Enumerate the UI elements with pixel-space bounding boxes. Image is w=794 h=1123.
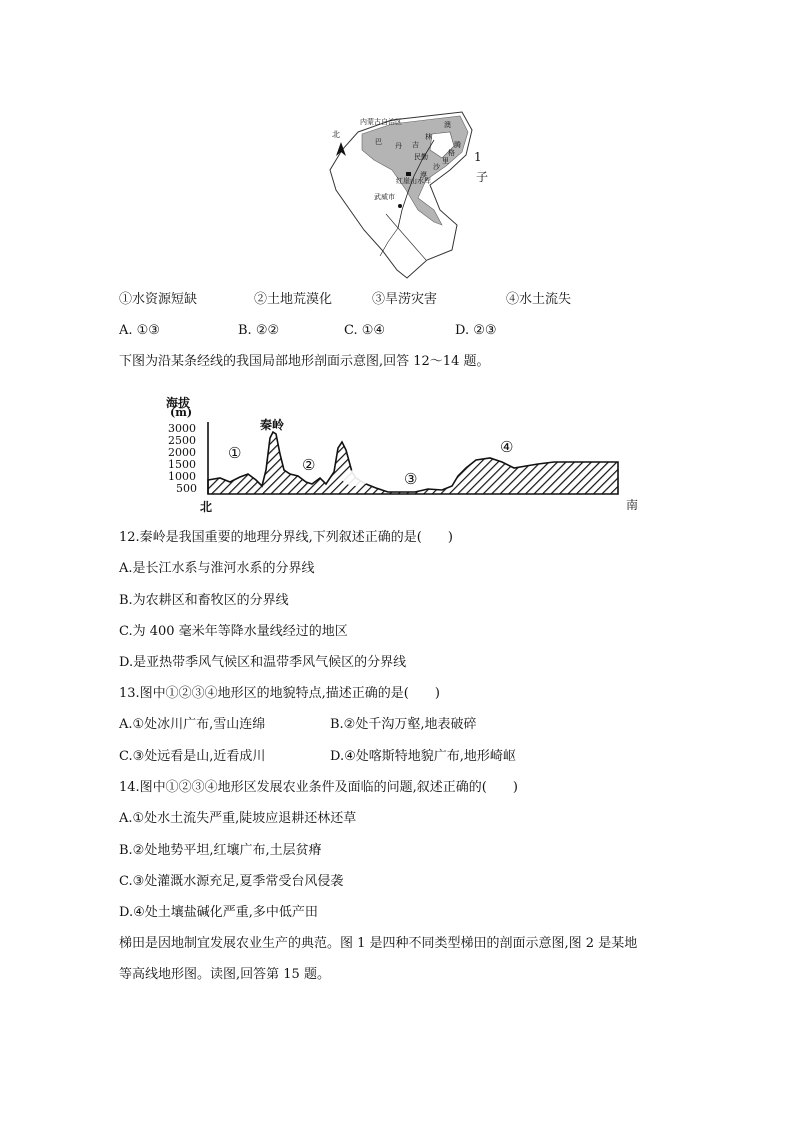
marker-4: ④: [500, 438, 514, 456]
marker-1: ①: [228, 444, 242, 462]
q12-option-d: D.是亚热带季风气候区和温带季风气候区的分界线: [119, 655, 407, 670]
profile-axis-unit: (m): [170, 406, 193, 419]
q12-option-a: A.是长江水系与淮河水系的分界线: [119, 561, 315, 576]
wuwei-marker: [398, 204, 402, 208]
q14-stem: 14.图中①②③④地形区发展农业条件及面临的问题,叙述正确的( ): [119, 780, 518, 795]
intro-15-line-1: 梯田是因地制宜发展农业生产的典范。图 1 是四种不同类型梯田的剖面示意图,图 2 是某地: [119, 936, 638, 951]
q14-option-d: D.④处土壤盐碱化严重,多中低产田: [119, 905, 318, 920]
q11-item-2: ②土地荒漠化: [254, 292, 333, 307]
intro-12-14: 下图为沿某条经线的我国局部地形剖面示意图,回答 12～14 题。: [119, 354, 490, 369]
tick-500: 500: [176, 482, 197, 495]
map-label-teng: 腾: [454, 141, 461, 149]
marker-3: ③: [404, 470, 418, 488]
q13-option-d: D.④处喀斯特地貌广布,地形崎岖: [330, 749, 516, 764]
profile-south-label: 南: [626, 498, 639, 512]
profile-north-label: 北: [200, 500, 213, 514]
q11-option-c: C. ①④: [344, 323, 386, 338]
q13-stem: 13.图中①②③④地形区的地貌特点,描述正确的是( ): [119, 686, 440, 701]
profile-axis-title: 海拔: [166, 396, 191, 410]
map-drawing: [322, 110, 482, 280]
q13-option-c: C.③处远看是山,近看成川: [119, 749, 266, 764]
tick-2000: 2000: [168, 446, 196, 459]
map-label-ge: 格: [448, 149, 455, 157]
map-label-ji: 吉: [412, 141, 419, 149]
map-label-hongyashan: 红崖山水库: [396, 177, 431, 185]
q12-option-b: B.为农耕区和畜牧区的分界线: [119, 593, 289, 608]
tick-1000: 1000: [168, 470, 196, 483]
map-label-ba: 巴: [375, 138, 382, 146]
region-map: [322, 110, 482, 280]
q11-item-3: ③旱涝灾害: [372, 292, 438, 307]
map-region-label: 内蒙古自治区: [360, 118, 402, 126]
q14-option-c: C.③处灌溉水源充足,夏季常受台风侵袭: [119, 874, 344, 889]
intro-15-line-2: 等高线地形图。读图,回答第 15 题。: [119, 967, 330, 982]
q14-option-b: B.②处地势平坦,红壤广布,土层贫瘠: [119, 843, 322, 858]
map-label-wuwei: 武威市: [374, 193, 395, 201]
qinling-label: 秦岭: [260, 418, 285, 432]
map-label-li: 里: [442, 157, 449, 165]
map-label-dan: 丹: [395, 142, 402, 150]
q12-stem: 12.秦岭是我国重要的地理分界线,下列叙述正确的是( ): [119, 530, 453, 545]
map-label-sha: 沙: [433, 163, 440, 171]
q11-option-d: D. ②③: [455, 323, 497, 338]
map-label-ao: 澳: [444, 121, 451, 129]
q11-item-1: ①水资源短缺: [119, 292, 198, 307]
map-label-lin: 林: [425, 133, 432, 141]
map-north: 北: [332, 130, 340, 139]
tick-1500: 1500: [168, 458, 196, 471]
marker-2: ②: [302, 456, 316, 474]
tick-2500: 2500: [168, 434, 196, 447]
q14-option-a: A.①处水土流失严重,陡坡应退耕还林还草: [119, 811, 357, 826]
map-label-minqin: 民勤: [414, 153, 428, 161]
terrain-profile: [160, 392, 650, 517]
q11-option-a: A. ①③: [119, 323, 160, 338]
cut-text-2: 子: [476, 170, 489, 184]
map-label-mo: 漠: [420, 171, 427, 179]
q13-option-a: A.①处冰川广布,雪山连绵: [119, 717, 266, 732]
tick-3000: 3000: [168, 422, 196, 435]
q11-item-4: ④水土流失: [506, 292, 572, 307]
q12-option-c: C.为 400 毫米年等降水量线经过的地区: [119, 624, 348, 639]
q13-option-b: B.②处千沟万壑,地表破碎: [330, 717, 477, 732]
q11-option-b: B. ②②: [238, 323, 280, 338]
cut-text-1: 1: [474, 150, 482, 164]
